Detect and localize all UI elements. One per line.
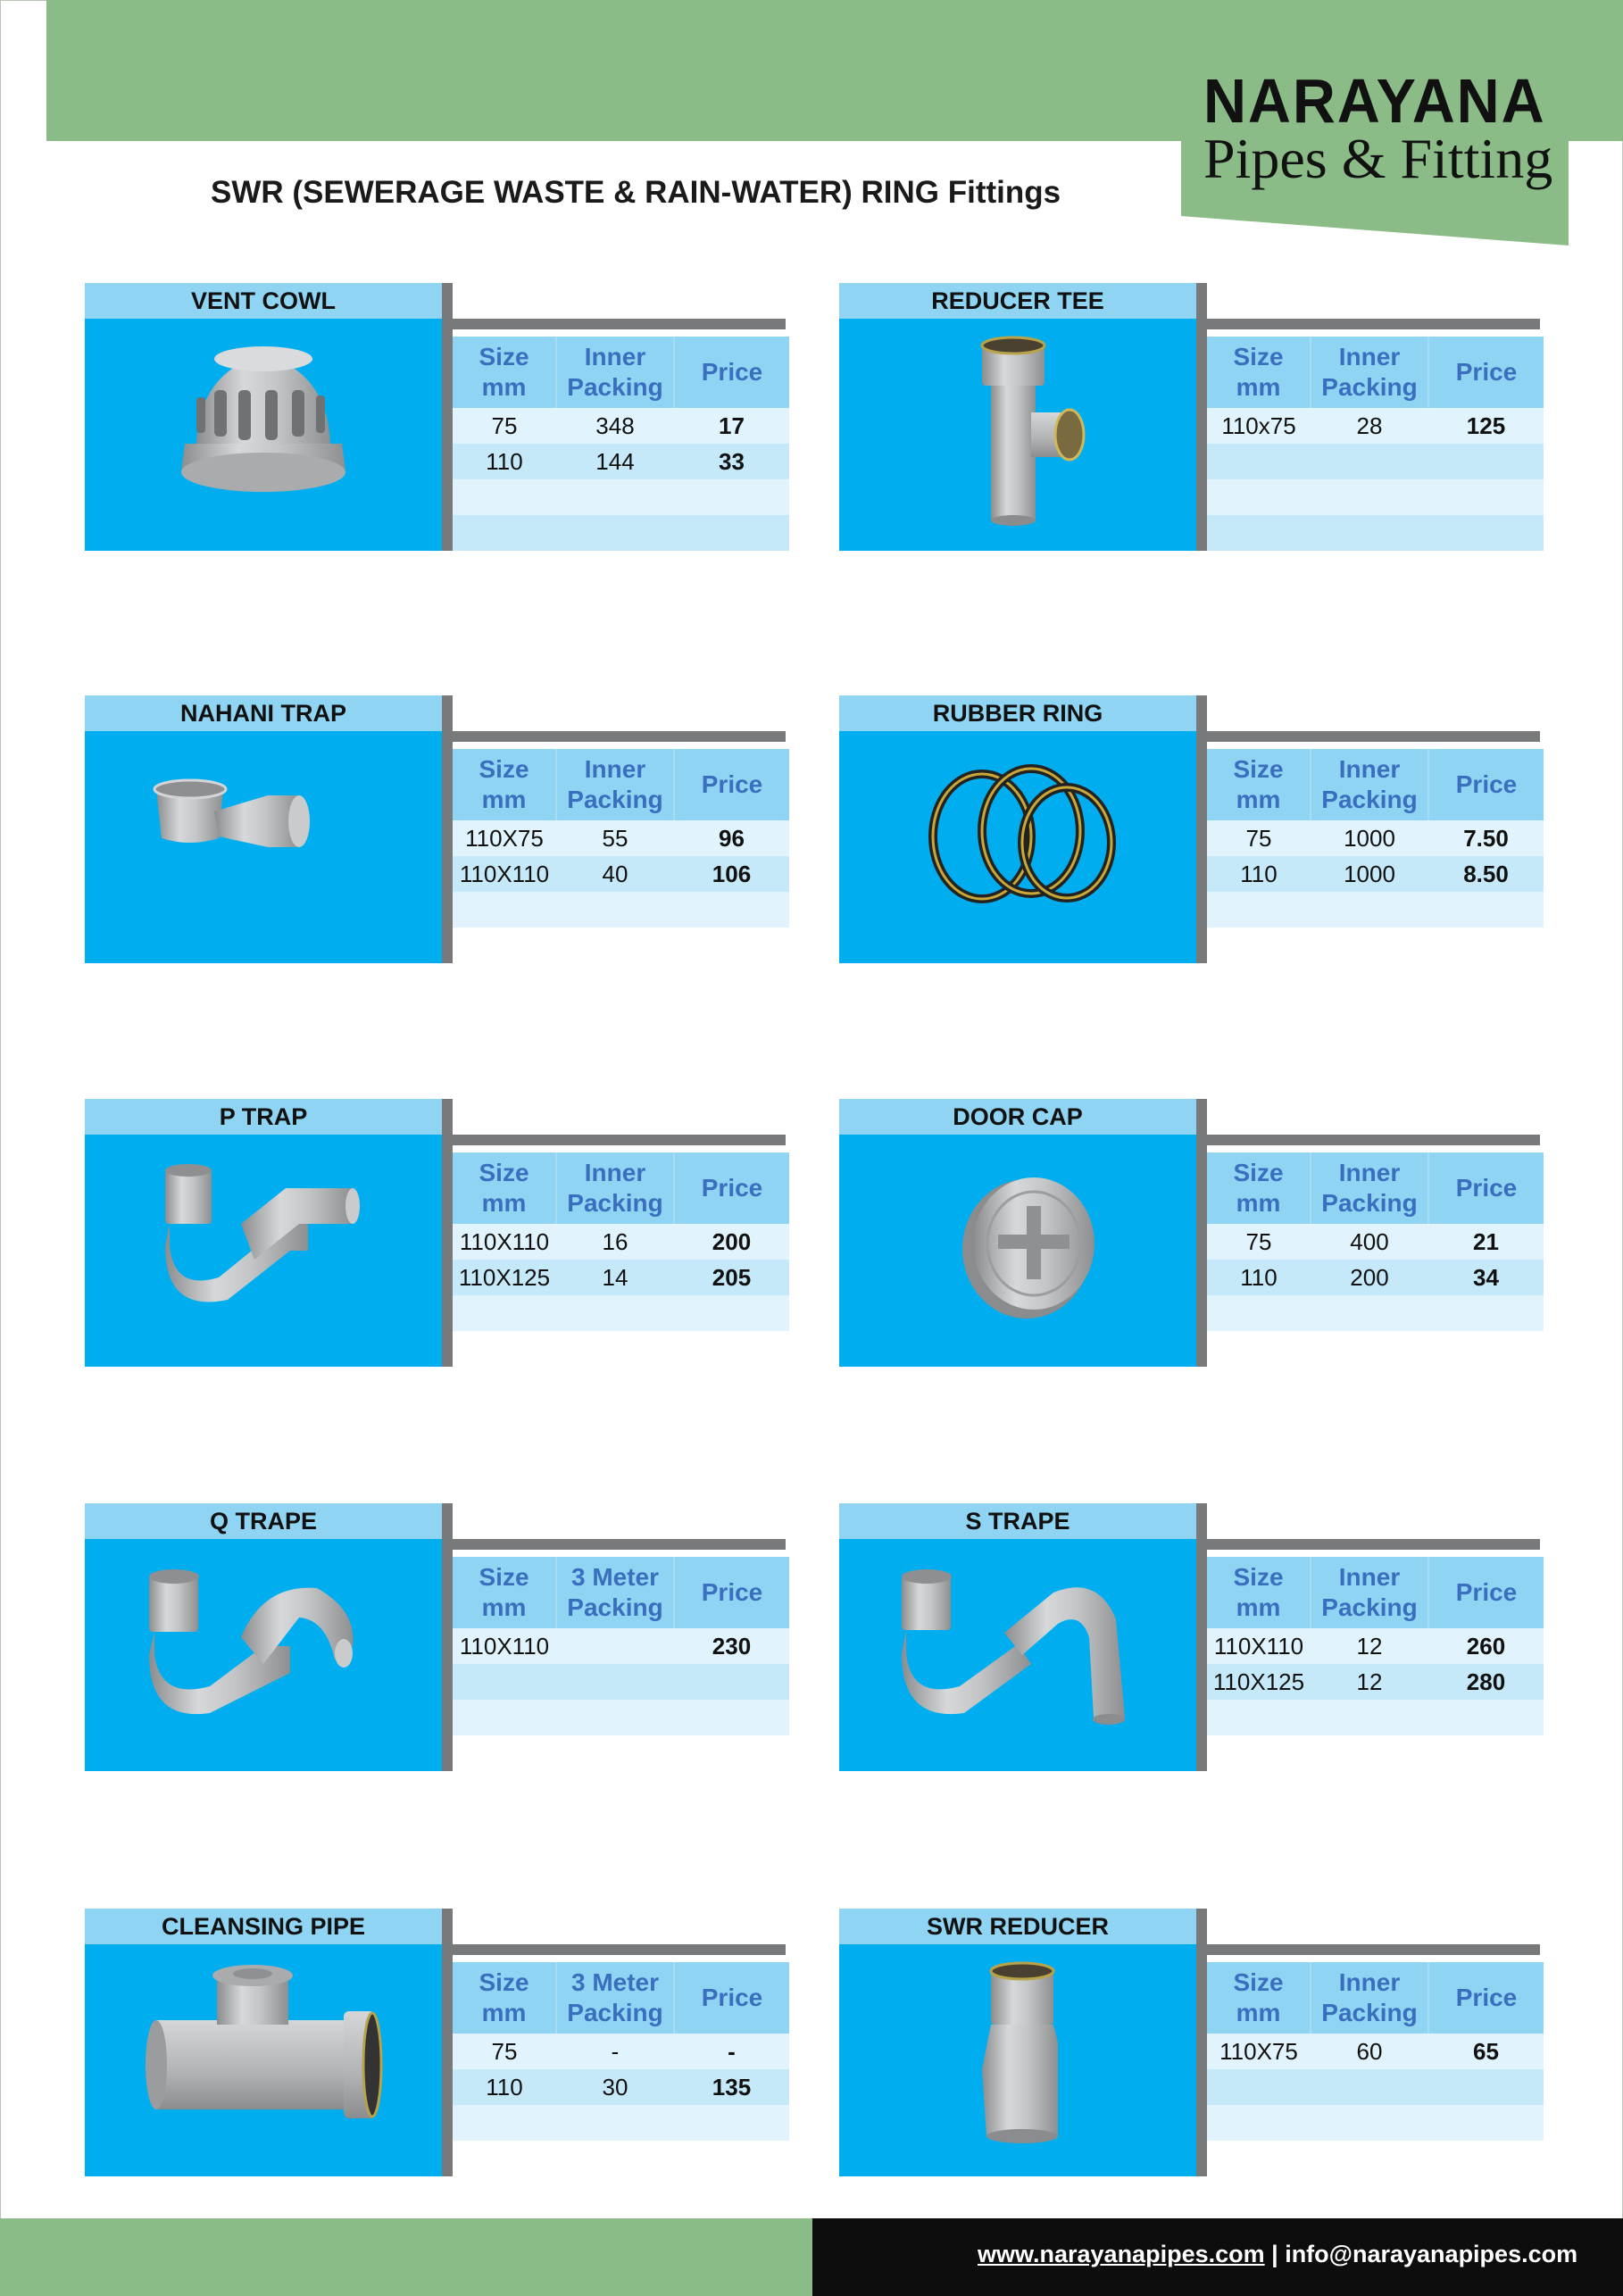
table-row [1207, 1224, 1544, 1260]
column-header: Price [1428, 1962, 1544, 2034]
price-table [453, 337, 789, 551]
packing-cell [556, 515, 674, 551]
packing-cell [1311, 444, 1428, 479]
divider-bar [442, 1099, 453, 1367]
column-header: Inner Packing [1311, 749, 1428, 820]
column-header: Price [674, 1152, 789, 1224]
table-row [1207, 2034, 1544, 2069]
table-row [453, 1295, 789, 1331]
table-row [1207, 2069, 1544, 2105]
website-link[interactable]: www.narayanapipes.com [978, 2241, 1265, 2267]
price-cell: 21 [1428, 1224, 1544, 1260]
table-row [453, 2105, 789, 2141]
vent-cowl-image [85, 319, 442, 551]
q-trap-image [85, 1539, 442, 1771]
packing-cell: 14 [556, 1260, 674, 1295]
price-cell: 34 [1428, 1260, 1544, 1295]
price-cell: 230 [674, 1628, 789, 1664]
swr-reducer-image [839, 1944, 1196, 2176]
product-card [85, 1503, 786, 1771]
column-header: Size mm [453, 337, 556, 408]
price-table [453, 749, 789, 928]
table-row [453, 2069, 789, 2105]
divider-bar [1207, 1944, 1540, 1955]
divider-bar [453, 319, 786, 329]
size-cell: 110X110 [453, 1628, 556, 1664]
size-cell: 110X110 [453, 1224, 556, 1260]
packing-cell [556, 1700, 674, 1735]
table-row [1207, 1664, 1544, 1700]
column-header: Inner Packing [1311, 1962, 1428, 2034]
size-cell: 75 [1207, 1224, 1311, 1260]
table-row [1207, 1700, 1544, 1735]
product-card [85, 283, 786, 551]
price-table [453, 1152, 789, 1331]
packing-cell: 16 [556, 1224, 674, 1260]
product-name: DOOR CAP [839, 1099, 1196, 1135]
door-cap-image [839, 1135, 1196, 1367]
size-cell [453, 892, 556, 928]
column-header: Price [1428, 337, 1544, 408]
product-card [85, 695, 786, 963]
price-table [1207, 1152, 1544, 1331]
product-card [839, 1503, 1540, 1771]
column-header: Price [674, 749, 789, 820]
price-cell [1428, 515, 1544, 551]
table-row [453, 1260, 789, 1295]
product-name: P TRAP [85, 1099, 442, 1135]
column-header: Size mm [1207, 337, 1311, 408]
packing-cell: 60 [1311, 2034, 1428, 2069]
packing-cell [556, 1628, 674, 1664]
packing-cell [1311, 892, 1428, 928]
cleansing-pipe-image [85, 1944, 442, 2176]
table-row [1207, 479, 1544, 515]
divider-bar [1196, 1503, 1207, 1771]
packing-cell [556, 892, 674, 928]
packing-cell: 1000 [1311, 856, 1428, 892]
product-name: CLEANSING PIPE [85, 1909, 442, 1944]
column-header: Inner Packing [1311, 1557, 1428, 1628]
packing-cell [1311, 2105, 1428, 2141]
rubber-ring-image [839, 731, 1196, 963]
price-cell [1428, 1700, 1544, 1735]
divider-bar [442, 695, 453, 963]
packing-cell [1311, 1700, 1428, 1735]
brand-name: NARAYANA [1203, 66, 1546, 136]
packing-cell [556, 1295, 674, 1331]
table-row [1207, 2105, 1544, 2141]
nahani-trap-image [85, 731, 442, 963]
product-card [85, 1099, 786, 1367]
packing-cell [1311, 2069, 1428, 2105]
product-card [85, 1909, 786, 2176]
column-header: Price [674, 1557, 789, 1628]
column-header: Size mm [453, 1152, 556, 1224]
price-cell: 260 [1428, 1628, 1544, 1664]
column-header: Price [1428, 749, 1544, 820]
product-card [839, 1909, 1540, 2176]
column-header: Price [1428, 1152, 1544, 1224]
divider-bar [1196, 283, 1207, 551]
price-cell [674, 1295, 789, 1331]
price-cell [1428, 479, 1544, 515]
price-cell [674, 515, 789, 551]
table-row [1207, 1628, 1544, 1664]
footer-contact [978, 2241, 1577, 2268]
footer-separator: | [1264, 2241, 1286, 2267]
table-row [453, 479, 789, 515]
size-cell: 75 [453, 2034, 556, 2069]
divider-bar [442, 1909, 453, 2176]
price-cell: 200 [674, 1224, 789, 1260]
size-cell [1207, 2069, 1311, 2105]
size-cell: 75 [453, 408, 556, 444]
divider-bar [1196, 1099, 1207, 1367]
s-trap-image [839, 1539, 1196, 1771]
column-header: Inner Packing [1311, 337, 1428, 408]
packing-cell: 12 [1311, 1664, 1428, 1700]
price-cell: 65 [1428, 2034, 1544, 2069]
price-cell: 280 [1428, 1664, 1544, 1700]
divider-bar [453, 1539, 786, 1550]
column-header: 3 Meter Packing [556, 1962, 674, 2034]
packing-cell: 40 [556, 856, 674, 892]
table-row [453, 515, 789, 551]
product-name: RUBBER RING [839, 695, 1196, 731]
price-cell: 106 [674, 856, 789, 892]
price-cell [674, 892, 789, 928]
table-row [453, 2034, 789, 2069]
footer-band [0, 2218, 812, 2296]
packing-cell [1311, 479, 1428, 515]
price-cell [674, 1664, 789, 1700]
packing-cell: 30 [556, 2069, 674, 2105]
price-cell: - [674, 2034, 789, 2069]
table-row [1207, 408, 1544, 444]
price-cell [674, 479, 789, 515]
size-cell: 110X125 [1207, 1664, 1311, 1700]
packing-cell: - [556, 2034, 674, 2069]
size-cell [1207, 444, 1311, 479]
price-cell: 205 [674, 1260, 789, 1295]
price-cell: 96 [674, 820, 789, 856]
p-trap-image [85, 1135, 442, 1367]
size-cell [1207, 2105, 1311, 2141]
product-name: S TRAPE [839, 1503, 1196, 1539]
price-cell [1428, 1295, 1544, 1331]
packing-cell: 12 [1311, 1628, 1428, 1664]
table-row [453, 892, 789, 928]
price-cell [674, 2105, 789, 2141]
table-row [1207, 1260, 1544, 1295]
brand-tagline: Pipes & Fitting [1203, 127, 1553, 190]
price-cell: 17 [674, 408, 789, 444]
table-row [1207, 444, 1544, 479]
packing-cell [556, 2105, 674, 2141]
column-header: Size mm [453, 1962, 556, 2034]
price-cell: 135 [674, 2069, 789, 2105]
divider-bar [1207, 731, 1540, 742]
size-cell [1207, 1700, 1311, 1735]
table-row [453, 1628, 789, 1664]
table-row [453, 1224, 789, 1260]
price-cell [1428, 892, 1544, 928]
size-cell: 110 [1207, 856, 1311, 892]
price-cell [1428, 2105, 1544, 2141]
size-cell [453, 1295, 556, 1331]
packing-cell: 28 [1311, 408, 1428, 444]
price-cell [1428, 444, 1544, 479]
column-header: Inner Packing [556, 1152, 674, 1224]
table-row [453, 820, 789, 856]
price-cell [1428, 2069, 1544, 2105]
price-cell: 33 [674, 444, 789, 479]
packing-cell [1311, 1295, 1428, 1331]
table-row [453, 408, 789, 444]
size-cell: 110X110 [1207, 1628, 1311, 1664]
product-card [839, 695, 1540, 963]
divider-bar [1196, 1909, 1207, 2176]
packing-cell: 1000 [1311, 820, 1428, 856]
divider-bar [453, 1944, 786, 1955]
table-row [1207, 515, 1544, 551]
size-cell: 110X75 [453, 820, 556, 856]
column-header: Size mm [1207, 1557, 1311, 1628]
product-name: Q TRAPE [85, 1503, 442, 1539]
table-row [1207, 892, 1544, 928]
divider-bar [1196, 695, 1207, 963]
page-title: SWR (SEWERAGE WASTE & RAIN-WATER) RING Fittings [211, 175, 1061, 210]
reducer-tee-image [839, 319, 1196, 551]
column-header: Size mm [1207, 1962, 1311, 2034]
column-header: Size mm [1207, 1152, 1311, 1224]
divider-bar [442, 1503, 453, 1771]
packing-cell [556, 1664, 674, 1700]
product-card [839, 1099, 1540, 1367]
product-name: REDUCER TEE [839, 283, 1196, 319]
table-row [453, 1664, 789, 1700]
table-row [1207, 1295, 1544, 1331]
size-cell [1207, 479, 1311, 515]
price-table [1207, 749, 1544, 928]
size-cell: 110X110 [453, 856, 556, 892]
divider-bar [442, 283, 453, 551]
table-row [453, 444, 789, 479]
product-name: SWR REDUCER [839, 1909, 1196, 1944]
product-name: VENT COWL [85, 283, 442, 319]
table-row [453, 1700, 789, 1735]
product-name: NAHANI TRAP [85, 695, 442, 731]
table-row [453, 856, 789, 892]
packing-cell: 400 [1311, 1224, 1428, 1260]
size-cell [453, 1664, 556, 1700]
price-cell [674, 1700, 789, 1735]
size-cell [453, 2105, 556, 2141]
table-row [1207, 820, 1544, 856]
size-cell: 75 [1207, 820, 1311, 856]
size-cell: 110 [453, 444, 556, 479]
divider-bar [1207, 319, 1540, 329]
column-header: Size mm [1207, 749, 1311, 820]
price-table [1207, 1962, 1544, 2141]
size-cell: 110 [1207, 1260, 1311, 1295]
column-header: Inner Packing [1311, 1152, 1428, 1224]
price-table [453, 1557, 789, 1735]
packing-cell: 348 [556, 408, 674, 444]
column-header: 3 Meter Packing [556, 1557, 674, 1628]
divider-bar [1207, 1539, 1540, 1550]
size-cell: 110x75 [1207, 408, 1311, 444]
packing-cell: 144 [556, 444, 674, 479]
price-table [1207, 1557, 1544, 1735]
size-cell: 110X125 [453, 1260, 556, 1295]
divider-bar [453, 731, 786, 742]
packing-cell: 200 [1311, 1260, 1428, 1295]
size-cell [453, 515, 556, 551]
size-cell: 110 [453, 2069, 556, 2105]
product-card [839, 283, 1540, 551]
price-cell: 125 [1428, 408, 1544, 444]
size-cell [453, 479, 556, 515]
packing-cell [1311, 515, 1428, 551]
packing-cell: 55 [556, 820, 674, 856]
price-cell: 8.50 [1428, 856, 1544, 892]
size-cell [1207, 1295, 1311, 1331]
divider-bar [453, 1135, 786, 1145]
divider-bar [1207, 1135, 1540, 1145]
price-table [1207, 337, 1544, 551]
column-header: Size mm [453, 1557, 556, 1628]
column-header: Size mm [453, 749, 556, 820]
packing-cell [556, 479, 674, 515]
column-header: Price [674, 1962, 789, 2034]
table-row [1207, 856, 1544, 892]
column-header: Inner Packing [556, 749, 674, 820]
size-cell [453, 1700, 556, 1735]
column-header: Inner Packing [556, 337, 674, 408]
size-cell: 110X75 [1207, 2034, 1311, 2069]
email-link[interactable]: info@narayanapipes.com [1285, 2241, 1578, 2267]
column-header: Price [674, 337, 789, 408]
price-cell: 7.50 [1428, 820, 1544, 856]
size-cell [1207, 892, 1311, 928]
size-cell [1207, 515, 1311, 551]
price-table [453, 1962, 789, 2141]
column-header: Price [1428, 1557, 1544, 1628]
